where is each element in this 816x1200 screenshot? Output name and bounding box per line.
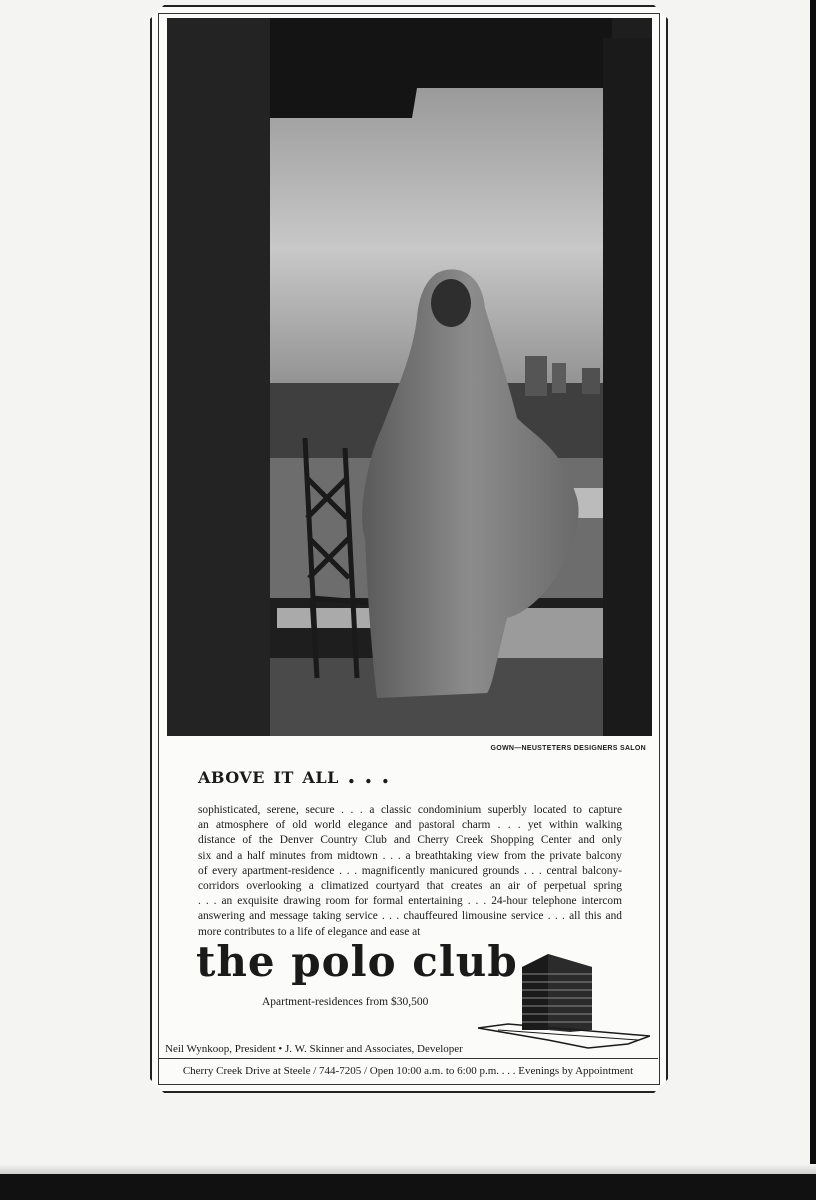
body-line: of every apartment-residence . . . magnificently manicured grounds . . . central balcony- <box>198 864 622 877</box>
body-line: sophisticated, serene, secure . . . a classic condominium superbly located to capture <box>198 804 622 816</box>
price-line: Apartment-residences from $30,500 <box>262 996 429 1008</box>
brand-name: the polo club <box>196 937 518 986</box>
ad-headline: above it all . . . <box>198 762 390 789</box>
veiled-head <box>431 279 471 327</box>
right-pillar <box>603 38 652 736</box>
city-towers <box>525 356 547 396</box>
photo-caption: GOWN—NEUSTETERS DESIGNERS SALON <box>490 745 646 752</box>
body-line: more contributes to a life of elegance and ease at <box>198 925 421 938</box>
body-line: an atmosphere of old world elegance and pastoral charm . . . yet within walking <box>198 819 622 832</box>
body-line: . . . an exquisite drawing room for formal entertaining . . . 24-hour telephone intercom <box>198 895 622 908</box>
scan-edge <box>0 1174 816 1200</box>
ad-photograph <box>167 18 652 736</box>
address-line: Cherry Creek Drive at Steele / 744-7205 / Open 10:00 a.m. to 6:00 p.m. . . . Evenings by Appointment <box>158 1058 658 1083</box>
left-pillar <box>167 18 270 736</box>
developer-line: Neil Wynkoop, President • J. W. Skinner and Associates, Developer <box>165 1043 463 1055</box>
ad-body-copy <box>198 803 622 940</box>
body-line: six and a half minutes from midtown . . . a breathtaking view from the private balcony <box>198 849 622 862</box>
body-line: corridors overlooking a climatized courtyard that creates an air of perpetual spring <box>198 880 622 893</box>
building-illustration <box>478 952 650 1052</box>
body-line: answering and message taking service . . . chauffeured limousine service . . . all this and <box>198 910 622 923</box>
scan-edge <box>810 0 816 1200</box>
body-line: distance of the Denver Country Club and Cherry Creek Shopping Center and only <box>198 834 622 847</box>
